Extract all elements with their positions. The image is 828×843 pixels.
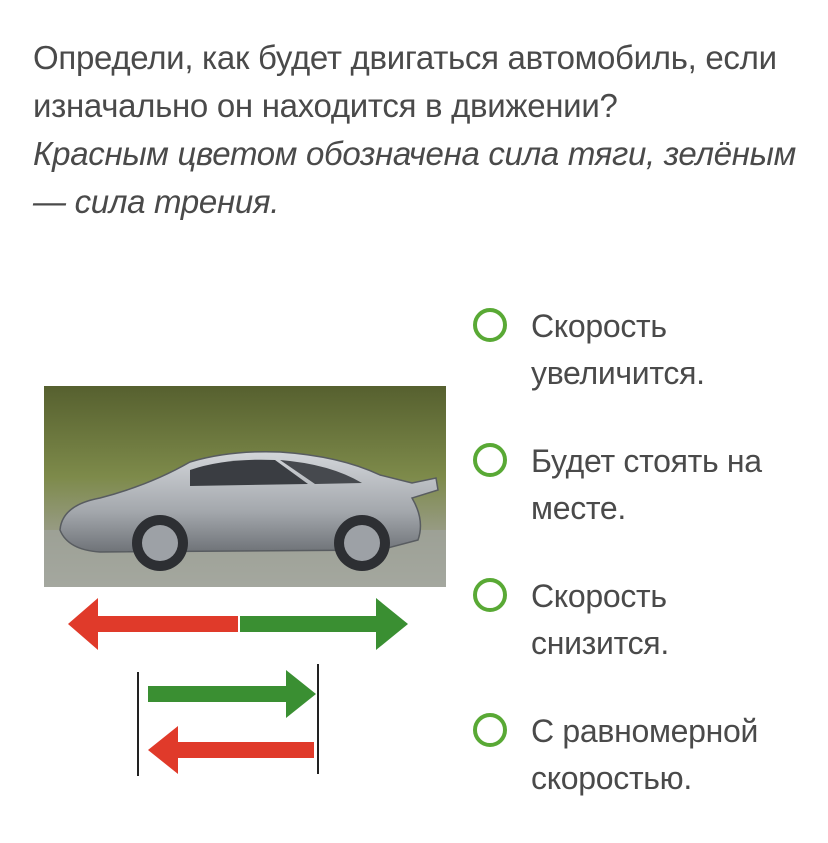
option-label: С равномерной скоростью. <box>531 713 759 796</box>
radio-button-icon[interactable] <box>473 443 507 477</box>
option-label: Скорость снизится. <box>531 578 669 661</box>
question-text: Определи, как будет двигаться автомобиль, если изначально он находится в движении? <box>33 39 777 124</box>
question-hint: Красным цветом обозначена сила тяги, зелёным — сила трения. <box>33 135 796 220</box>
option-label: Будет стоять на месте. <box>531 443 762 526</box>
option-2[interactable] <box>473 438 813 532</box>
option-3[interactable] <box>473 573 813 667</box>
answer-options <box>473 303 813 843</box>
thrust-arrow-top <box>68 598 238 650</box>
friction-arrow-bottom <box>148 670 316 718</box>
thrust-arrow-bottom <box>148 726 314 774</box>
option-label: Скорость увеличится. <box>531 308 705 391</box>
car-forces-figure <box>40 380 450 780</box>
radio-button-icon[interactable] <box>473 578 507 612</box>
option-1[interactable] <box>473 303 813 397</box>
car-forces-icon <box>40 380 450 780</box>
radio-button-icon[interactable] <box>473 308 507 342</box>
question <box>33 34 803 226</box>
radio-button-icon[interactable] <box>473 713 507 747</box>
option-4[interactable] <box>473 708 813 802</box>
friction-arrow-top <box>240 598 408 650</box>
